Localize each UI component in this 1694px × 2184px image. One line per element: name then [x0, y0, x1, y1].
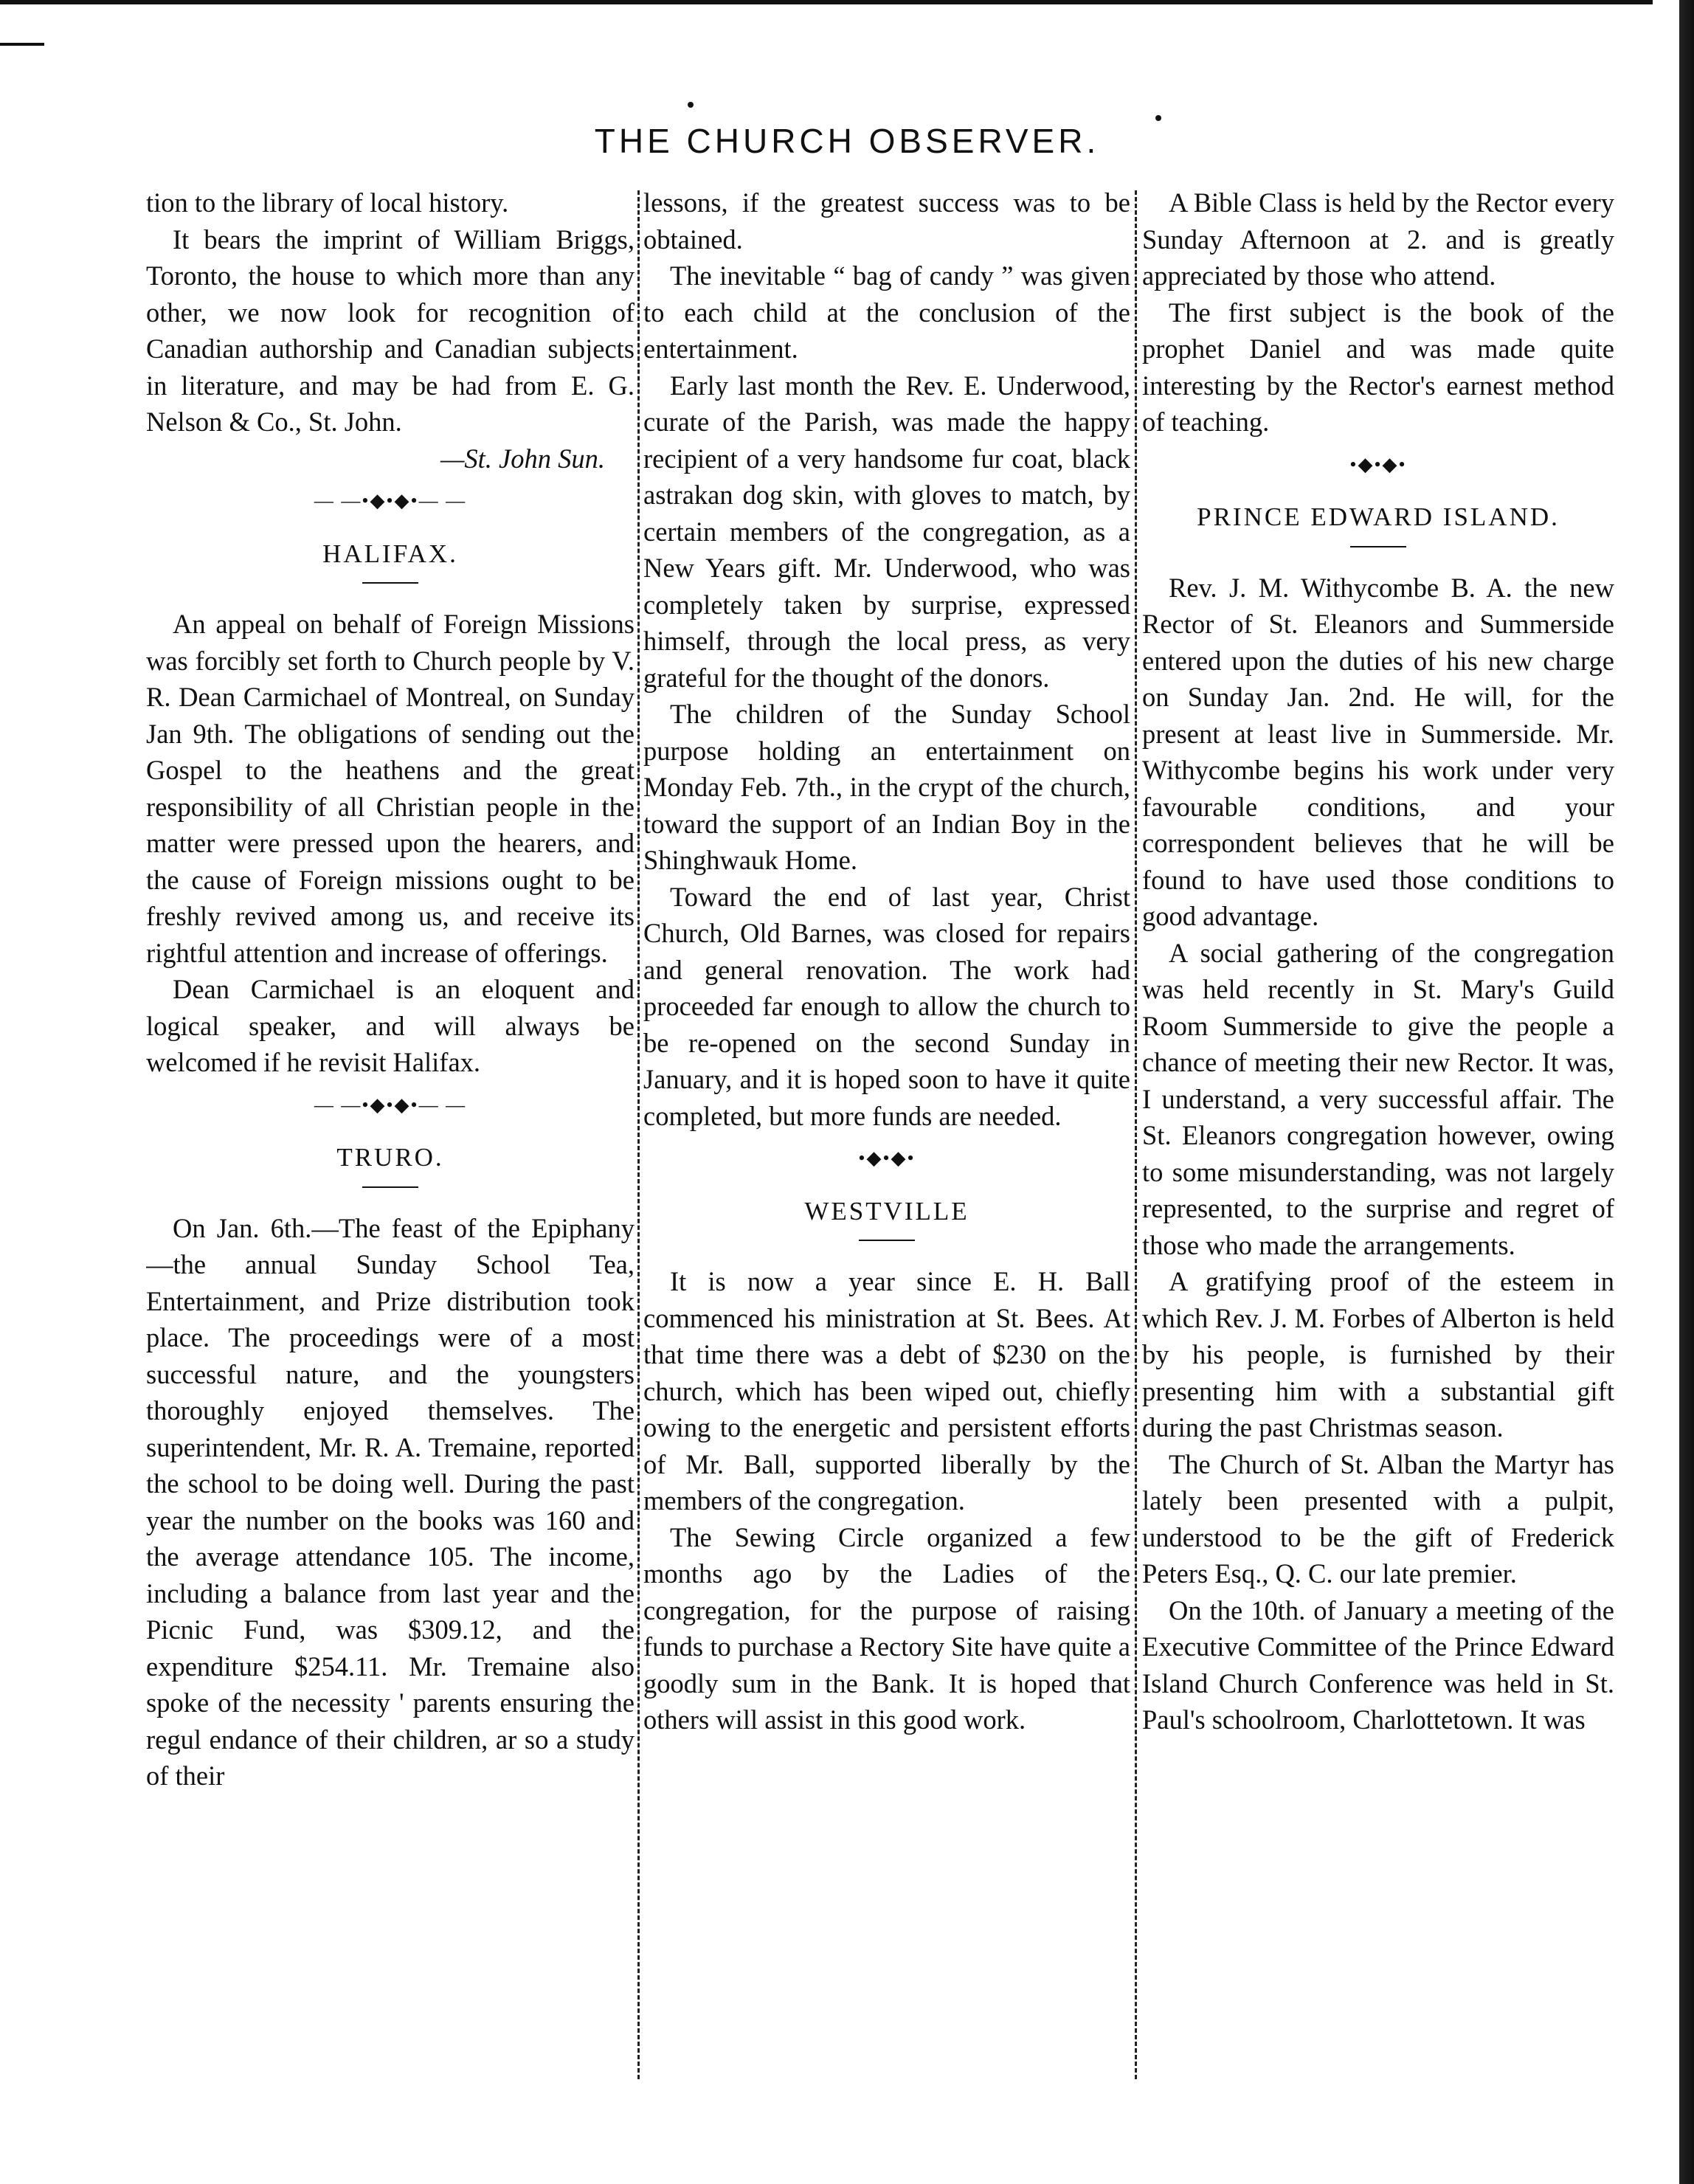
article-paragraph: A gratifying proof of the esteem in which Rev. J. M. Forbes of Alberton is held by his people, is furnished by their presenting him with a substantial gift during the past Christmas season.	[1142, 1266, 1614, 1442]
article-paragraph: tion to the library of local history.	[146, 187, 509, 218]
column-divider	[637, 190, 640, 2079]
column-divider	[1135, 190, 1137, 2079]
page-top-edge	[0, 0, 1653, 24]
article-paragraph: On the 10th. of January a meeting of the Executive Committee of the Prince Edward Island Church Conference was held in St. Paul's schoolroom, Charlottetown. It was	[1142, 1594, 1614, 1735]
article-paragraph: It is now a year since E. H. Ball commenced his ministration at St. Bees. At that time there was a debt of $230 on the church, which has been wiped out, chiefly owing to the energetic and persistent efforts of Mr. Ball, supported liberally by the members of the congregation.	[643, 1266, 1130, 1516]
article-paragraph: Toward the end of last year, Christ Church, Old Barnes, was closed for repairs and general renovation. The work had proceeded far enough to allow the church to be re-opened on the second Sunday in January, and it is hoped soon to have it quite completed, but more funds are needed.	[643, 881, 1130, 1131]
article-paragraph: The first subject is the book of the prophet Daniel and was made quite interesting by the Rector's earnest method of teaching.	[1142, 297, 1614, 437]
column-2	[643, 184, 1130, 2073]
section-heading: HALIFAX.	[322, 539, 458, 568]
article-paragraph: Dean Carmichael is an eloquent and logical speaker, and will always be welcomed if he revisit Halifax.	[146, 974, 635, 1077]
print-speck	[1155, 115, 1161, 121]
section-ornament: — —•◆•◆•— —	[314, 490, 467, 511]
masthead-title: THE CHURCH OBSERVER.	[594, 122, 1100, 160]
heading-underline	[1350, 546, 1406, 547]
column-3	[1142, 184, 1614, 2073]
page-corner-mark	[0, 43, 44, 46]
section-heading: PRINCE EDWARD ISLAND.	[1197, 502, 1560, 531]
section-ornament: — —•◆•◆•— —	[314, 1093, 467, 1116]
article-paragraph: The Church of St. Alban the Martyr has lately been presented with a pulpit, understood to be the gift of Frederick Peters Esq., Q. C. our late premier.	[1142, 1448, 1614, 1589]
heading-underline	[362, 582, 418, 584]
section-heading: TRURO.	[336, 1143, 444, 1172]
article-paragraph: It bears the imprint of William Briggs, Toronto, the house to which more than any other, we now look for recognition of Canadian authorship and Canadian subjects in literature, and may be had from E. G. Nelson & Co., St. John.	[146, 224, 635, 437]
section-ornament: •◆•◆•	[1349, 453, 1407, 475]
heading-underline	[362, 1186, 418, 1188]
article-paragraph: Rev. J. M. Withycombe B. A. the new Rector of St. Eleanors and Summerside entered upon the duties of his new charge on Sunday Jan. 2nd. He will, for the present at least live in Summerside. Mr. Withycombe begins his work under very favourable conditions, and your correspondent believes that he will be found to have used those conditions to good advantage.	[1142, 572, 1614, 931]
article-paragraph: lessons, if the greatest success was to be obtained.	[643, 187, 1130, 255]
article-paragraph: The children of the Sunday School purpose holding an entertainment on Monday Feb. 7th., in the crypt of the church, toward the support of an Indian Boy in the Shinghwauk Home.	[643, 699, 1130, 875]
article-paragraph: An appeal on behalf of Foreign Missions was forcibly set forth to Church people by V. R. Dean Carmichael of Montreal, on Sunday Jan 9th. The obligations of sending out the Gospel to the heathens and the great responsibility of all Christian people in the matter were pressed upon the hearers, and the cause of Foreign missions ought to be freshly revived among us, and receive its rightful attention and increase of offerings.	[146, 609, 635, 968]
article-attribution: —St. John Sun.	[440, 443, 605, 474]
section-ornament: •◆•◆•	[858, 1147, 916, 1169]
column-1	[146, 184, 635, 2073]
section-heading: WESTVILLE	[804, 1196, 969, 1226]
article-paragraph: A social gathering of the congregation was held recently in St. Mary's Guild Room Summerside to give the people a chance of meeting their new Rector. It was, I understand, a very successful affair. The St. Eleanors congregation however, owing to some misunderstanding, was not largely represented, to the surprise and regret of those who made the arrangements.	[1142, 937, 1614, 1260]
article-paragraph: Early last month the Rev. E. Underwood, curate of the Parish, was made the happy recipient of a very handsome fur coat, black astrakan dog skin, with gloves to match, by certain members of the congregation, as a New Years gift. Mr. Underwood, who was completely taken by surprise, expressed himself, through the local press, as very grateful for the thought of the donors.	[643, 370, 1130, 693]
article-paragraph: The inevitable “ bag of candy ” was given to each child at the conclusion of the entertainment.	[643, 260, 1130, 364]
heading-underline	[859, 1240, 915, 1241]
article-paragraph: The Sewing Circle organized a few months ago by the Ladies of the congregation, for the purpose of raising funds to purchase a Rectory Site have quite a goodly sum in the Bank. It is hoped that others will assist in this good work.	[643, 1521, 1130, 1735]
article-paragraph: On Jan. 6th.—The feast of the Epiphany—the annual Sunday School Tea, Entertainment, and Prize distribution took place. The proceedings were of a most successful nature, and the youngsters thoroughly enjoyed themselves. The superintendent, Mr. R. A. Tremaine, reported the school to be doing well. During the past year the number on the books was 160 and the average attendance 105. The income, including a balance from last year and the Picnic Fund, was $309.12, and the expenditure $254.11. Mr. Tremaine also spoke of the necessity ' parents ensuring the regul endance of their children, ar so a study of their	[146, 1212, 635, 1791]
print-speck	[688, 102, 694, 108]
article-paragraph: A Bible Class is held by the Rector every Sunday Afternoon at 2. and is greatly appreciated by those who attend.	[1142, 187, 1614, 291]
page-right-edge	[1675, 0, 1694, 2184]
